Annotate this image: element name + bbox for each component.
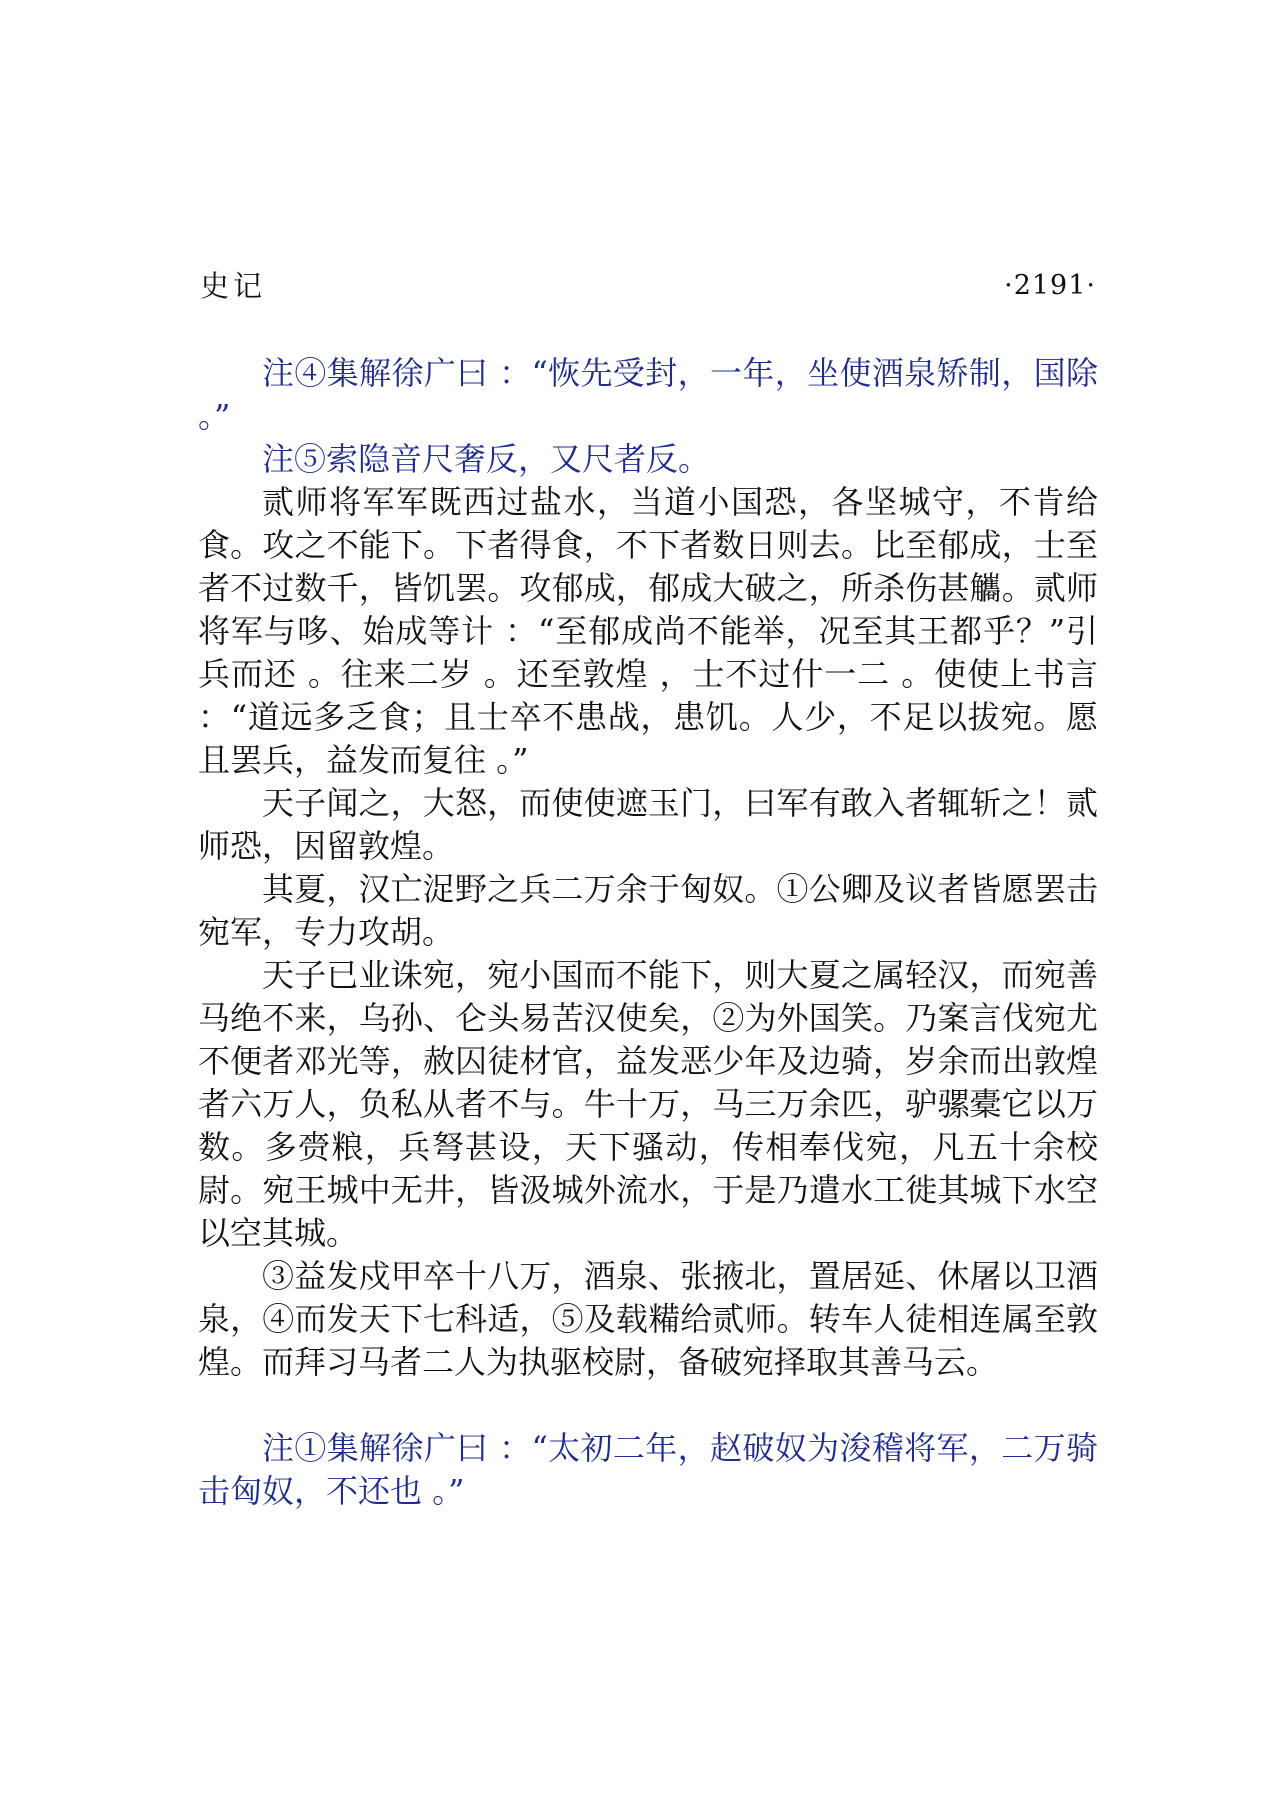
body-paragraph: ③益发戍甲卒十八万，酒泉、张掖北，置居延、休屠以卫酒泉，④而发天下七科适，⑤及载糒给贰师。转车人徒相连属至敦煌。而拜习马者二人为执驱校尉，备破宛择取其善马云。 (198, 1257, 1098, 1381)
body-paragraph: 其夏，汉亡浞野之兵二万余于匈奴。①公卿及议者皆愿罢击宛军，专力攻胡。 (198, 870, 1098, 951)
page-number: ·2191· (1004, 270, 1096, 301)
annotation-note-5: 注⑤索隐音尺奢反，又尺者反。 (262, 440, 711, 478)
body-paragraph: 天子已业诛宛，宛小国而不能下，则大夏之属轻汉，而宛善马绝不来，乌孙、仑头易苦汉使矣，②为外国笑。乃案言伐宛尤不便者邓光等，赦囚徒材官，益发恶少年及边骑，岁余而出敦煌者六万人，负私从者不与。牛十万，马三万余匹，驴骡橐它以万数。多赍粮，兵弩甚设，天下骚动，传相奉伐宛，凡五十余校尉。宛王城中无井，皆汲城外流水，于是乃遣水工徙其城下水空以空其城。 (198, 956, 1098, 1252)
annotation-note-4: 注④集解徐广曰 ：“恢先受封，一年，坐使酒泉矫制，国除 。” (198, 354, 1098, 435)
book-title: 史记 (200, 269, 267, 303)
body-paragraph: 天子闻之，大怒，而使使遮玉门，曰军有敢入者辄斩之！贰师恐，因留敦煌。 (198, 784, 1098, 865)
annotation-note-1: 注①集解徐广曰 ：“太初二年，赵破奴为浚稽将军，二万骑击匈奴，不还也 。” (198, 1429, 1098, 1510)
body-paragraph: 贰师将军军既西过盐水，当道小国恐，各坚城守，不肯给食。攻之不能下。下者得食，不下者数日则去。比至郁成，士至者不过数千，皆饥罢。攻郁成，郁成大破之，所杀伤甚觿。贰师将军与哆、始成等计 ：“至郁成尚不能举，况至其王都乎？”引兵而还 。往来二岁 。还至敦煌 ，士不过什一二 。使使上书言 ：“道远多乏食；且士卒不患战，患饥。人少，不足以拔宛。愿且罢兵，益发而复往 。” (198, 483, 1098, 779)
page-content (198, 352, 1098, 1513)
page-header (200, 266, 1096, 306)
section-spacer (198, 1384, 1098, 1427)
